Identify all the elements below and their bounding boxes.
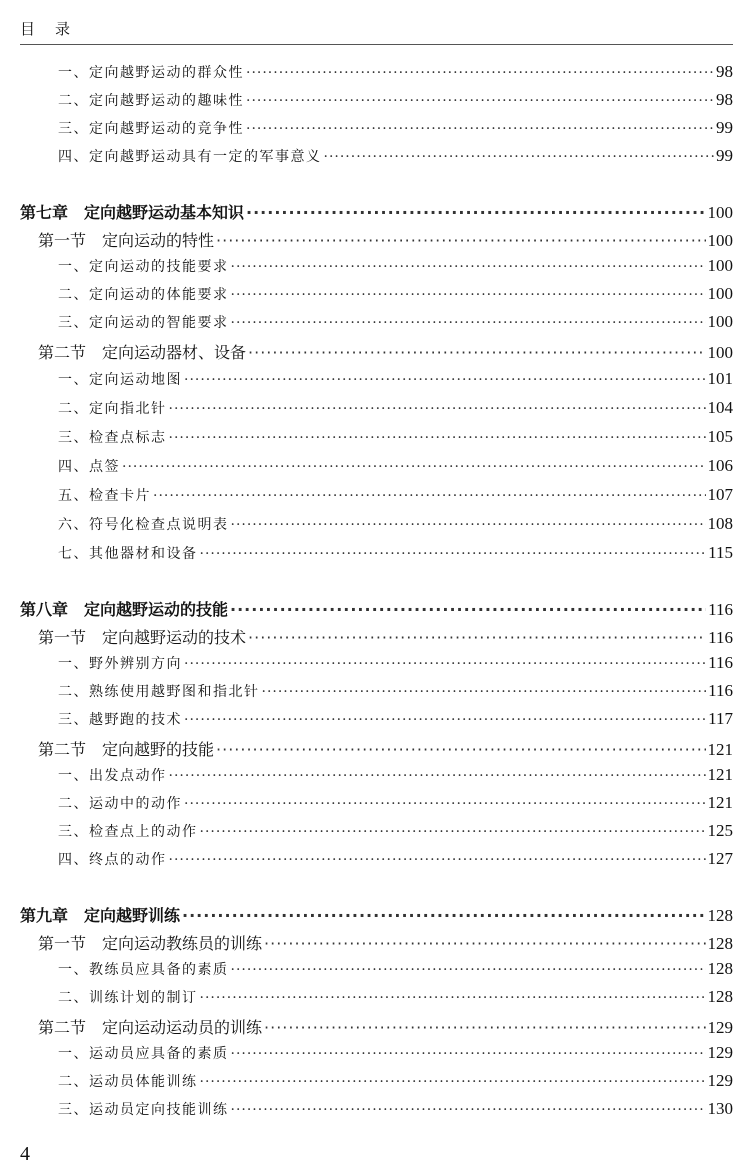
toc-entry-page: 99 [716, 118, 733, 137]
toc-entry-section [0, 228, 733, 251]
toc-entry-page: 104 [707, 398, 733, 417]
toc-entry-title: 三、定向越野运动的竞争性 [58, 121, 244, 137]
toc-entry-page: 128 [707, 987, 733, 1006]
toc-entry-page: 100 [707, 203, 733, 222]
toc-entry-title: 四、点签 [58, 459, 120, 475]
toc-entry-page: 128 [707, 934, 733, 953]
dot-leader [248, 628, 706, 647]
dot-leader [169, 852, 706, 868]
toc-entry-item [0, 821, 733, 841]
dot-leader [184, 656, 706, 672]
toc-entry-title: 三、运动员定向技能训练 [58, 1102, 229, 1118]
toc-entry-title: 三、越野跑的技术 [58, 712, 182, 728]
toc-entry-page: 130 [707, 1099, 733, 1118]
dot-leader [231, 315, 706, 331]
toc-entry-item [0, 398, 733, 418]
toc-entry-title: 第一节 定向运动教练员的训练 [38, 934, 263, 953]
toc-entry-title: 一、教练员应具备的素质 [58, 962, 229, 978]
toc-entry-title: 二、熟练使用越野图和指北针 [58, 684, 260, 700]
toc-entry-title: 第七章 定向越野运动基本知识 [20, 203, 245, 222]
toc-entry-page: 115 [708, 543, 733, 562]
toc-entry-section [0, 931, 733, 954]
dot-leader [231, 287, 706, 303]
toc-entry-section [0, 1015, 733, 1038]
toc-entry-title: 三、检查点上的动作 [58, 824, 198, 840]
toc-entry-item [0, 284, 733, 304]
dot-leader [169, 430, 706, 446]
toc-entry-chapter [0, 903, 733, 926]
toc-entry-page: 116 [708, 681, 733, 700]
page-number: 4 [20, 1143, 30, 1165]
toc-entry-item [0, 1043, 733, 1063]
toc-entry-page: 128 [707, 959, 733, 978]
toc-entry-page: 105 [707, 427, 733, 446]
toc-entry-page: 101 [707, 369, 733, 388]
toc-entry-page: 107 [707, 485, 733, 504]
toc-entry-page: 128 [707, 906, 733, 925]
toc-entry-title: 第二节 定向越野的技能 [38, 740, 215, 759]
toc-entry-section [0, 340, 733, 363]
toc-entry-item [0, 543, 733, 563]
dot-leader [200, 824, 706, 840]
dot-leader [216, 231, 705, 250]
toc-entry-item [0, 765, 733, 785]
toc-entry-title: 第九章 定向越野训练 [20, 906, 181, 925]
toc-entry-section [0, 625, 733, 648]
dot-leader [231, 962, 706, 978]
toc-entry-item [0, 987, 733, 1007]
toc-entry-item [0, 653, 733, 673]
toc-entry-page: 99 [716, 146, 733, 165]
toc-entry-item [0, 90, 733, 110]
toc-entry-title: 一、出发点动作 [58, 768, 167, 784]
dot-leader [169, 768, 706, 784]
toc-entry-title: 二、定向运动的体能要求 [58, 287, 229, 303]
toc-entry-title: 七、其他器材和设备 [58, 546, 198, 562]
dot-leader [324, 149, 715, 165]
toc-entry-title: 五、检查卡片 [58, 488, 151, 504]
toc-entry-page: 100 [707, 284, 733, 303]
toc-entry-chapter [0, 200, 733, 223]
toc-entry-title: 一、野外辨别方向 [58, 656, 182, 672]
toc-entry-title: 一、定向运动地图 [58, 372, 182, 388]
toc-entry-page: 98 [716, 90, 733, 109]
toc-entry-title: 第二节 定向运动运动员的训练 [38, 1018, 263, 1037]
toc-entry-chapter [0, 597, 733, 620]
toc-entry-page: 129 [707, 1071, 733, 1090]
toc-entry-page: 121 [707, 740, 733, 759]
dot-leader [122, 459, 706, 475]
toc-entry-title: 二、训练计划的制订 [58, 990, 198, 1006]
toc-entry-title: 二、定向越野运动的趣味性 [58, 93, 244, 109]
toc-entry-item [0, 793, 733, 813]
toc-entry-page: 129 [707, 1018, 733, 1037]
toc-entry-item [0, 256, 733, 276]
dot-leader [264, 934, 705, 953]
dot-leader [231, 259, 706, 275]
toc-entry-item [0, 1071, 733, 1091]
dot-leader [200, 546, 707, 562]
dot-leader [200, 1074, 706, 1090]
dot-leader [231, 517, 706, 533]
toc-entry-section [0, 737, 733, 760]
toc-entry-page: 116 [708, 628, 733, 647]
toc-entry-page: 127 [707, 849, 733, 868]
dot-leader [216, 740, 705, 759]
dot-leader [246, 121, 714, 137]
toc-entry-title: 二、运动员体能训练 [58, 1074, 198, 1090]
toc-entry-title: 二、运动中的动作 [58, 796, 182, 812]
toc-entry-title: 第一节 定向运动的特性 [38, 231, 215, 250]
dot-leader [184, 372, 706, 388]
dot-leader [182, 906, 705, 925]
toc-entry-page: 108 [707, 514, 733, 533]
toc-entry-item [0, 959, 733, 979]
toc-entry-title: 第一节 定向越野运动的技术 [38, 628, 247, 647]
toc-entry-item [0, 1099, 733, 1119]
toc-entry-item [0, 849, 733, 869]
toc-entry-page: 98 [716, 62, 733, 81]
dot-leader [153, 488, 706, 504]
toc-entry-item [0, 514, 733, 534]
toc-entry-title: 三、检查点标志 [58, 430, 167, 446]
dot-leader [262, 684, 707, 700]
toc-entry-page: 116 [708, 653, 733, 672]
dot-leader [248, 343, 705, 362]
dot-leader [231, 1046, 706, 1062]
dot-leader [246, 203, 705, 222]
toc-entry-title: 一、运动员应具备的素质 [58, 1046, 229, 1062]
toc-entry-item [0, 456, 733, 476]
toc-entry-item [0, 312, 733, 332]
dot-leader [246, 93, 714, 109]
toc-entry-page: 129 [707, 1043, 733, 1062]
toc-entry-page: 106 [707, 456, 733, 475]
toc-entry-page: 100 [707, 231, 733, 250]
toc-entry-page: 100 [707, 256, 733, 275]
toc-entry-page: 125 [707, 821, 733, 840]
toc-entry-page: 116 [708, 600, 733, 619]
toc-entry-title: 三、定向运动的智能要求 [58, 315, 229, 331]
dot-leader [264, 1018, 705, 1037]
toc-entry-item [0, 118, 733, 138]
toc-entry-item [0, 709, 733, 729]
dot-leader [184, 796, 706, 812]
toc-entry-title: 四、定向越野运动具有一定的军事意义 [58, 149, 322, 165]
toc-entry-item [0, 146, 733, 166]
toc-entry-title: 六、符号化检查点说明表 [58, 517, 229, 533]
toc-entry-item [0, 369, 733, 389]
toc-entry-title: 第二节 定向运动器材、设备 [38, 343, 247, 362]
toc-entry-item [0, 62, 733, 82]
toc-entry-title: 四、终点的动作 [58, 852, 167, 868]
dot-leader [169, 401, 706, 417]
toc-entry-page: 121 [707, 765, 733, 784]
toc-entry-title: 一、定向运动的技能要求 [58, 259, 229, 275]
dot-leader [230, 600, 706, 619]
toc-entry-item [0, 681, 733, 701]
header-title: 目录 [20, 20, 91, 38]
toc-entry-title: 第八章 定向越野运动的技能 [20, 600, 229, 619]
toc-entry-page: 121 [707, 793, 733, 812]
dot-leader [246, 65, 714, 81]
toc-entry-item [0, 485, 733, 505]
toc-entry-title: 二、定向指北针 [58, 401, 167, 417]
toc-entry-page: 117 [708, 709, 733, 728]
dot-leader [231, 1102, 706, 1118]
toc-entry-page: 100 [707, 343, 733, 362]
toc-entry-page: 100 [707, 312, 733, 331]
toc-entry-title: 一、定向越野运动的群众性 [58, 65, 244, 81]
dot-leader [200, 990, 706, 1006]
toc-entry-item [0, 427, 733, 447]
dot-leader [184, 712, 706, 728]
